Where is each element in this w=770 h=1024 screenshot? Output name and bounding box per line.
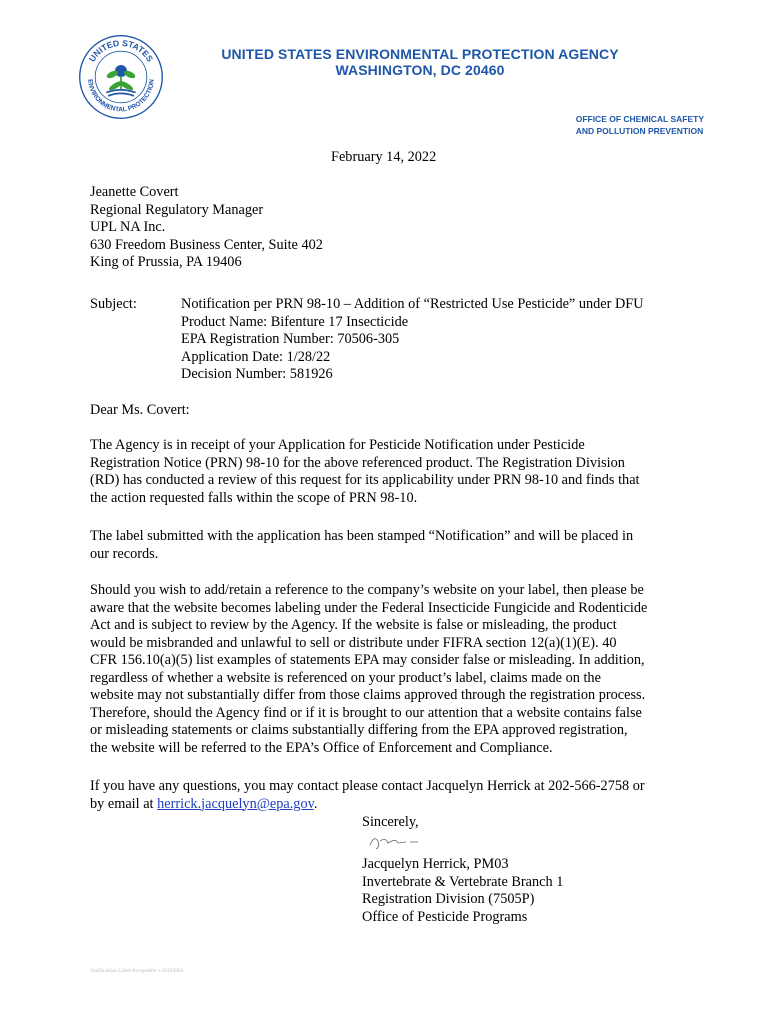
subject-label: Subject:	[90, 296, 137, 312]
paragraph-line: Therefore, should the Agency find or if it is brought to our attention that a website contains false	[90, 704, 642, 721]
signer-division: Registration Division (7505P)	[362, 891, 535, 907]
recipient-street: 630 Freedom Business Center, Suite 402	[90, 236, 323, 253]
handwritten-signature	[366, 831, 426, 853]
paragraph-line: If you have any questions, you may contact please contact Jacquelyn Herrick at 202-566-2758 or	[90, 778, 645, 794]
paragraph-line: website may not substantially differ from those claims approved through the registration process.	[90, 687, 646, 703]
subject-decision-number: Decision Number: 581926	[181, 366, 333, 382]
subject-application-date: Application Date: 1/28/22	[181, 348, 331, 365]
subject-registration-number: EPA Registration Number: 70506-305	[181, 331, 400, 347]
paragraph-line: or misleading statements or claims substantially differing from the EPA approved registration,	[90, 722, 628, 738]
paragraph-line: Act and is subject to review by the Agency. If the website is false or misleading, the product	[90, 617, 617, 633]
recipient-city: King of Prussia, PA 19406	[90, 254, 242, 270]
contact-line	[90, 796, 690, 814]
paragraph-line: (RD) has conducted a review of this request for its applicability under PRN 98-10 and finds that	[90, 472, 640, 488]
recipient-title: Regional Regulatory Manager	[90, 201, 264, 218]
paragraph-1	[90, 437, 690, 507]
paragraph-line: Should you wish to add/retain a reference to the company’s website on your label, then please be	[90, 582, 644, 598]
signer-name: Jacquelyn Herrick, PM03	[362, 856, 509, 872]
paragraph-line: the website will be referred to the EPA’s Office of Enforcement and Compliance.	[90, 739, 553, 756]
paragraph-line: The Agency is in receipt of your Application for Pesticide Notification under Pesticide	[90, 437, 585, 453]
paragraph-2	[90, 528, 690, 563]
salutation: Dear Ms. Covert:	[90, 402, 190, 418]
agency-name: UNITED STATES ENVIRONMENTAL PROTECTION AGENCY	[221, 46, 619, 62]
closing-sincerely: Sincerely,	[362, 814, 419, 830]
paragraph-line: the action requested falls within the scope of PRN 98-10.	[90, 489, 418, 506]
paragraph-4	[90, 778, 690, 813]
office-line-2: AND POLLUTION PREVENTION	[575, 126, 704, 136]
paragraph-line: Registration Notice (PRN) 98-10 for the above referenced product. The Registration Division	[90, 454, 625, 471]
paragraph-line: our records.	[90, 545, 159, 562]
paragraph-3	[90, 582, 690, 757]
footer-note: Notification Label Acceptable v.20150904	[90, 968, 184, 974]
office-line-1: OFFICE OF CHEMICAL SAFETY	[575, 114, 704, 124]
signer-branch: Invertebrate & Vertebrate Branch 1	[362, 873, 564, 890]
letter-date: February 14, 2022	[331, 149, 437, 165]
seal-text-bottom: ENVIRONMENTAL PROTECTION	[86, 78, 156, 114]
agency-header	[150, 46, 690, 78]
paragraph-line: aware that the website becomes labeling under the Federal Insecticide Fungicide and Rodenticide	[90, 599, 648, 616]
subject-product-name: Product Name: Bifenture 17 Insecticide	[181, 313, 409, 330]
recipient-name: Jeanette Covert	[90, 184, 179, 200]
paragraph-line: regardless of whether a website is referenced on your product’s label, claims made on the	[90, 669, 601, 686]
signer-office: Office of Pesticide Programs	[362, 908, 528, 925]
signer-block	[362, 856, 563, 926]
contact-email-link[interactable]: herrick.jacquelyn@epa.gov	[157, 795, 314, 812]
seal-text-top: UNITED STATES	[86, 37, 156, 64]
subject-line: Notification per PRN 98-10 – Addition of “Restricted Use Pesticide” under DFU	[181, 296, 644, 312]
recipient-company: UPL NA Inc.	[90, 219, 166, 235]
contact-prefix: by email at	[90, 795, 158, 812]
paragraph-line: would be misbranded and unlawful to sell or distribute under FIFRA section 12(a)(1)(E). 40	[90, 634, 617, 651]
contact-suffix: .	[313, 795, 318, 812]
paragraph-line: CFR 156.10(a)(5) list examples of statements EPA may consider false or misleading. In addition,	[90, 652, 645, 668]
recipient-address	[90, 184, 690, 272]
office-header	[576, 113, 704, 137]
agency-location: WASHINGTON, DC 20460	[335, 62, 505, 78]
paragraph-line: The label submitted with the application has been stamped “Notification” and will be placed in	[90, 528, 634, 544]
